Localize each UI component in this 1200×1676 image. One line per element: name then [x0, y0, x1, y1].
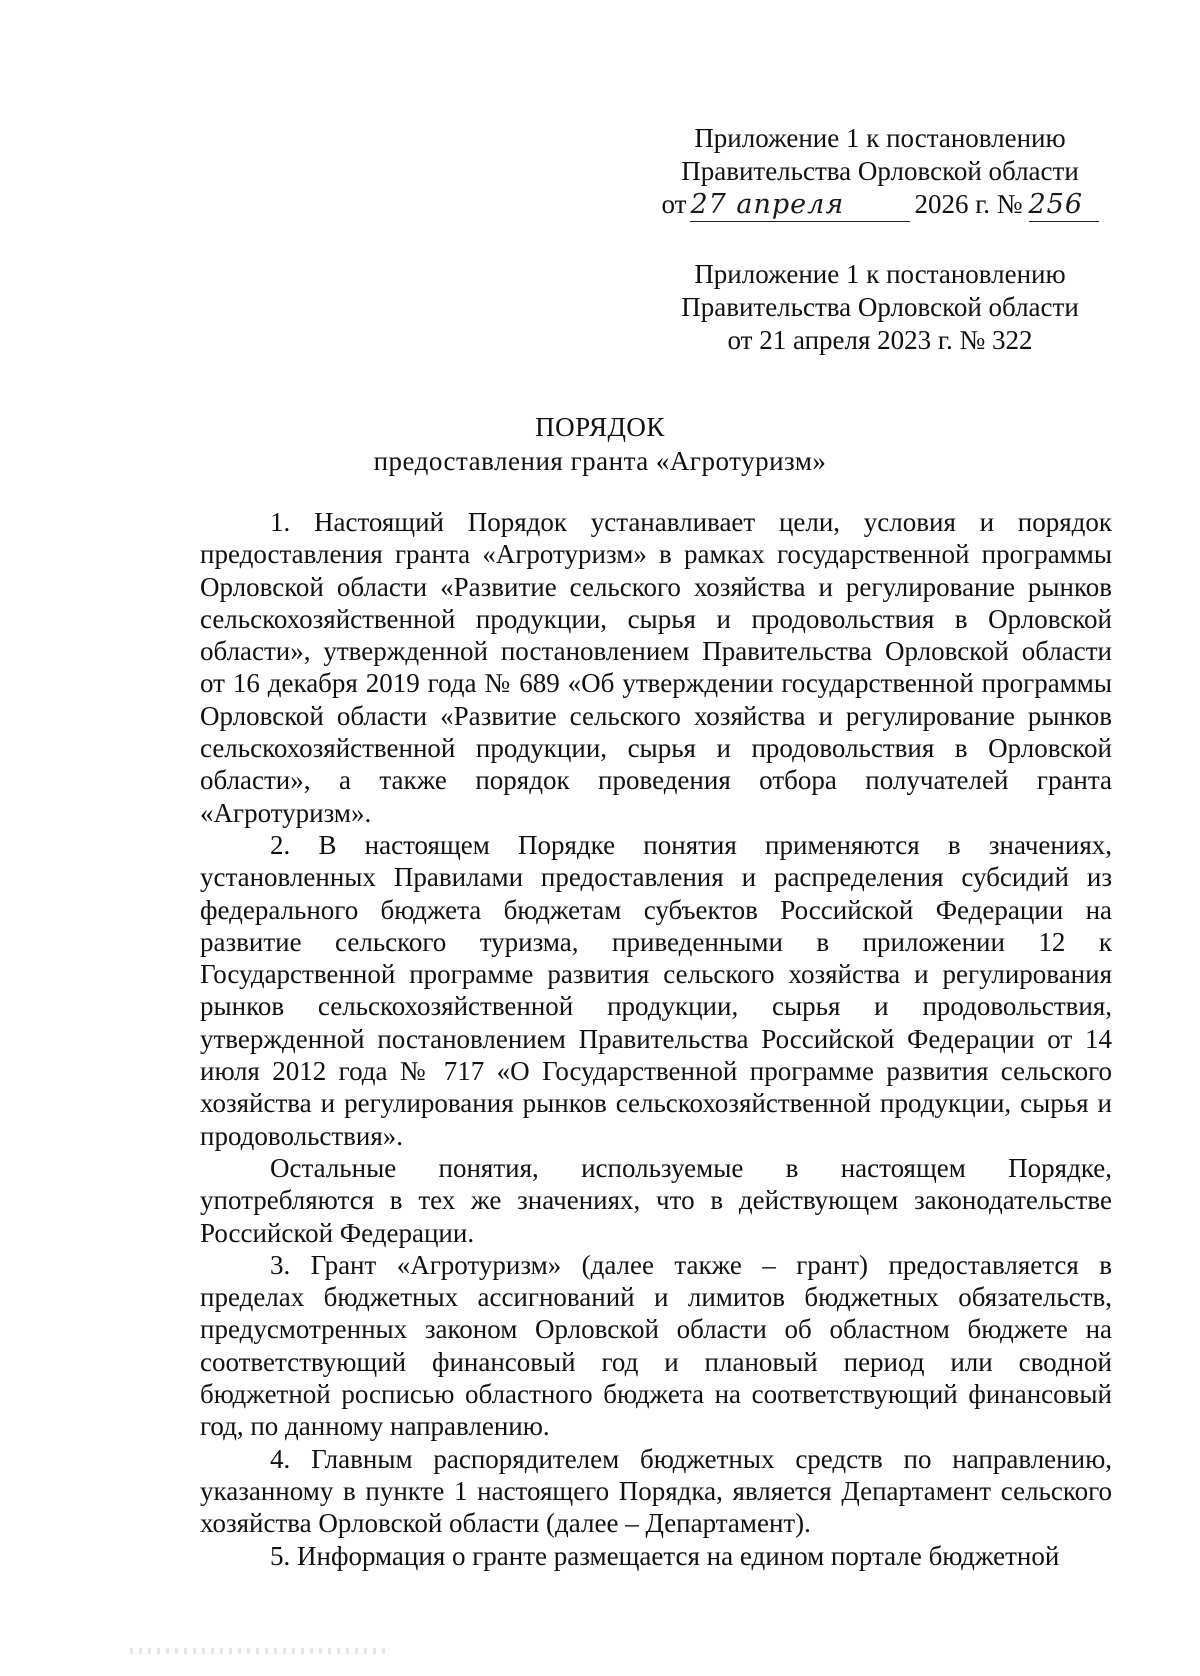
- appendix-old-line2: Правительства Орловской области: [681, 292, 1079, 322]
- scan-artifact: [130, 1648, 390, 1654]
- paragraph-2-continued: Остальные понятия, используемые в настоящем Порядке, употребляются в тех же значениях, что в действующем законодательстве Российской Федерации.: [200, 1152, 1112, 1248]
- appendix-new-prefix: от: [661, 189, 687, 219]
- appendix-new-header: [640, 122, 1120, 222]
- paragraph-5: 5. Информация о гранте размещается на едином портале бюджетной: [270, 1540, 1060, 1571]
- appendix-new-line2: Правительства Орловской области: [681, 156, 1079, 186]
- appendix-old-header: [640, 258, 1120, 357]
- handwritten-date: 27 апреля: [690, 188, 910, 222]
- paragraph-3: 3. Грант «Агротуризм» (далее также – грант) предоставляется в пределах бюджетных ассигнований и лимитов бюджетных обязательств, предусмотренных законом Орловской области об областном бюджете на соответствующий финансовый год и плановый период или сводной бюджетной росписью областного бюджета на соответствующий финансовый год, по данному направлению.: [200, 1249, 1112, 1442]
- paragraph-1: 1. Настоящий Порядок устанавливает цели, условия и порядок предоставления гранта «Агротуризм» в рамках государственной программы Орловской области «Развитие сельского хозяйства и регулирование рынков сельскохозяйственной продукции, сырья и продовольствия в Орловской области», утвержденной постановлением Правительства Орловской области от 16 декабря 2019 года № 689 «Об утверждении государственной программы Орловской области «Развитие сельского хозяйства и регулирование рынков сельскохозяйственной продукции, сырья и продовольствия в Орловской области», а также порядок проведения отбора получателей гранта «Агротуризм».: [200, 507, 1112, 828]
- paragraph-4: 4. Главным распорядителем бюджетных средств по направлению, указанному в пункте 1 настоящего Порядка, является Департамент сельского хозяйства Орловской области (далее – Департамент).: [200, 1443, 1112, 1539]
- document-subtitle: предоставления гранта «Агротуризм»: [373, 446, 827, 476]
- document-body: [200, 506, 1112, 1572]
- appendix-new-year: 2026 г. №: [914, 189, 1023, 219]
- appendix-new-line1: Приложение 1 к постановлению: [694, 123, 1066, 153]
- paragraph-2: 2. В настоящем Порядке понятия применяются в значениях, установленных Правилами предоставления и распределения субсидий из федерального бюджета бюджетам субъектов Российской Федерации на развитие сельского туризма, приведенными в приложении 12 к Государственной программе развития сельского хозяйства и регулирования рынков сельскохозяйственной продукции, сырья и продовольствия, утвержденной постановлением Правительства Российской Федерации от 14 июля 2012 года № 717 «О Государственной программе развития сельского хозяйства и регулирования рынков сельскохозяйственной продукции, сырья и продовольствия».: [200, 829, 1112, 1151]
- appendix-new-date-line: [640, 188, 1120, 222]
- document-title: ПОРЯДОК: [535, 412, 665, 442]
- document-title-block: [0, 410, 1200, 478]
- appendix-old-line3: от 21 апреля 2023 г. № 322: [727, 325, 1033, 355]
- appendix-old-line1: Приложение 1 к постановлению: [694, 259, 1066, 289]
- handwritten-number: 256: [1029, 188, 1099, 222]
